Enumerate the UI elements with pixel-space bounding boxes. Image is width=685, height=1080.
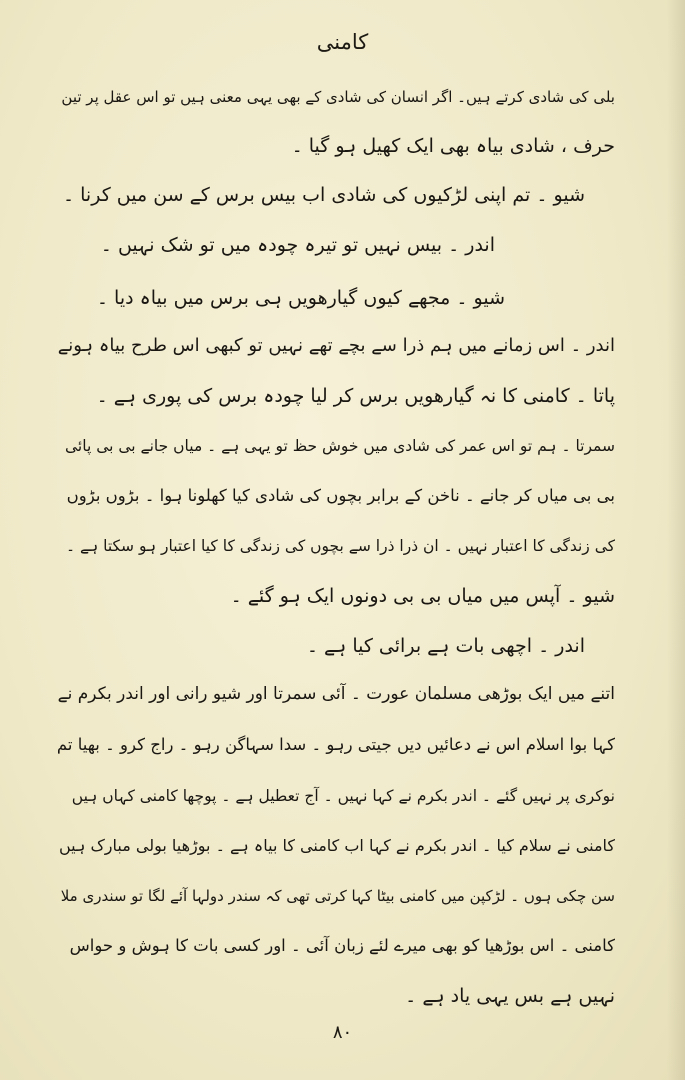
text-line: اتنے میں ایک بوڑھی مسلمان عورت ۔ آئی سمرتا اور شیو رانی اور اندر بکرم نے — [57, 684, 615, 704]
text-line: نہیں ہے بس یہی یاد ہے ۔ — [405, 985, 615, 1007]
text-line: حرف ، شادی بیاہ بھی ایک کھیل ہو گیا ۔ — [291, 135, 615, 157]
text-line: بلی کی شادی کرتے ہیں۔ اگر انسان کی شادی کے بھی یہی معنی ہیں تو اس عقل پر تین — [61, 88, 615, 106]
text-line: سن چکی ہوں ۔ لڑکپن میں کامنی بیٹا کہا کرتی تھی کہ سندر دولہا آئے لگا تو سندری ملا — [60, 887, 615, 905]
text-line: شیو ۔ مجھے کیوں گیارھویں ہی برس میں بیاہ دیا ۔ — [96, 287, 505, 309]
text-line: بی بی میاں کر جانے ۔ ناخن کے برابر بچوں کی شادی کیا کھلونا ہوا ۔ بڑوں بڑوں — [66, 486, 615, 505]
text-line: نوکری پر نہیں گئے ۔ اندر بکرم نے کہا نہیں ۔ آج تعطیل ہے ۔ پوچھا کامنی کہاں ہیں — [71, 787, 615, 805]
text-line: شیو ۔ تم اپنی لڑکیوں کی شادی اب بیس برس کے سن میں کرنا ۔ — [62, 184, 585, 206]
text-line: پاتا ۔ کامنی کا نہ گیارھویں برس کر لیا چودہ برس کی پوری ہے ۔ — [96, 385, 615, 407]
text-line: سمرتا ۔ ہم تو اس عمر کی شادی میں خوش حظ تو یہی ہے ۔ میاں جانے بی بی پائی — [65, 437, 615, 455]
text-line: کہا بوا اسلام اس نے دعائیں دیں جیتی رہو ۔ سدا سہاگن رہو ۔ راج کرو ۔ بھیا تم — [56, 735, 615, 754]
text-line: کامنی ۔ اس بوڑھیا کو بھی میرے لئے زبان آئی ۔ اور کسی بات کا ہوش و حواس — [69, 936, 615, 955]
page-number: ۸۰ — [332, 1022, 353, 1043]
running-head: کامنی — [316, 30, 369, 54]
page-edge-shadow — [667, 0, 685, 1080]
text-line: کامنی نے سلام کیا ۔ اندر بکرم نے کہا اب کامنی کا بیاہ ہے ۔ بوڑھیا بولی مبارک ہیں — [59, 836, 615, 855]
text-line: شیو ۔ آپس میں میاں بی بی دونوں ایک ہو گئے ۔ — [230, 585, 615, 607]
text-line: کی زندگی کا اعتبار نہیں ۔ ان ذرا ذرا سے بچوں کی زندگی کا کیا اعتبار ہو سکتا ہے ۔ — [66, 537, 615, 555]
text-line: اندر ۔ بیس نہیں تو تیرہ چودہ میں تو شک نہیں ۔ — [100, 234, 495, 256]
text-line: اندر ۔ اس زمانے میں ہم ذرا سے بچے تھے نہیں تو کبھی اس طرح بیاہ ہونے — [57, 335, 615, 356]
text-line: اندر ۔ اچھی بات ہے برائی کیا ہے ۔ — [306, 635, 585, 657]
